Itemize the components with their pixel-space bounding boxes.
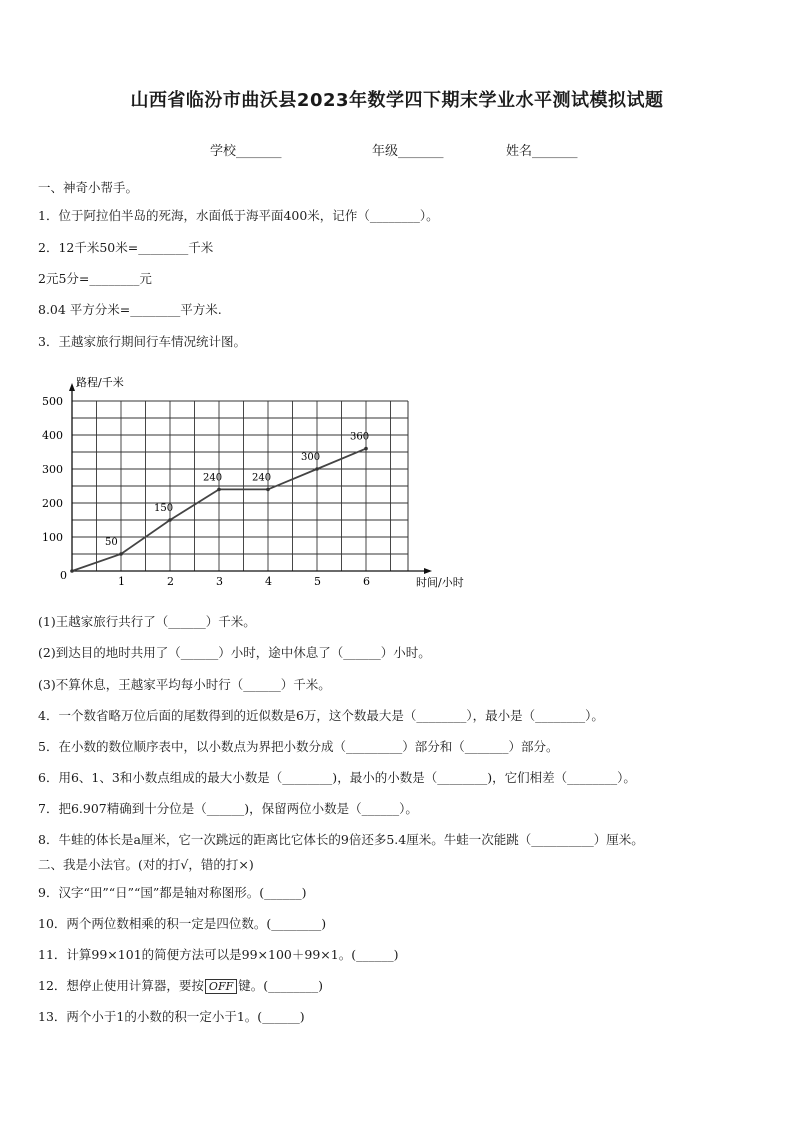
question-9: 9．汉字“田”“日”“国”都是轴对称图形。(______) [38, 885, 307, 900]
off-key-icon: OFF [205, 979, 237, 994]
data-label: 50 [105, 537, 118, 548]
y-tick-label: 200 [42, 497, 63, 510]
x-axis-arrow-icon [424, 568, 432, 574]
data-label: 240 [203, 472, 223, 484]
question-3-3: (3)不算休息，王越家平均每小时行（______）千米。 [38, 677, 331, 692]
question-3: 3．王越家旅行期间行车情况统计图。 [38, 334, 246, 349]
y-axis-label: 路程/千米 [76, 376, 124, 389]
x-tick-label: 4 [265, 575, 272, 588]
data-label: 360 [350, 431, 370, 443]
question-11: 11．计算99×101的简便方法可以是99×100＋99×1。(______) [38, 947, 399, 962]
data-point [70, 569, 74, 573]
y-axis-arrow-icon [69, 383, 75, 391]
question-3-2: (2)到达目的地时共用了（______）小时，途中休息了（______）小时。 [38, 645, 431, 660]
data-label: 150 [154, 503, 174, 514]
question-12-prefix: 12．想停止使用计算器，要按 [38, 978, 204, 993]
question-2a: 2．12千米50米=________千米 [38, 240, 214, 255]
y-tick-label: 300 [42, 463, 63, 476]
question-5: 5．在小数的数位顺序表中，以小数点为界把小数分成（_________）部分和（_______）部分。 [38, 739, 559, 754]
x-tick-label: 1 [118, 575, 125, 588]
data-label: 240 [252, 472, 272, 484]
question-10: 10．两个两位数相乘的积一定是四位数。(________) [38, 916, 327, 931]
section2-heading: 二、我是小法官。(对的打√，错的打×) [38, 857, 254, 872]
x-axis-label: 时间/小时 [416, 576, 464, 589]
origin-label: 0 [60, 569, 67, 582]
question-8: 8．牛蛙的体长是a厘米，它一次跳远的距离比它体长的9倍还多5.4厘米。牛蛙一次能跳（__________）厘米。 [38, 832, 644, 847]
data-point [119, 552, 123, 556]
x-tick-label: 2 [167, 575, 174, 588]
y-tick-label: 100 [42, 531, 63, 544]
chart-grid [72, 401, 408, 571]
name-field[interactable]: 姓名_______ [506, 144, 578, 159]
data-point [217, 488, 221, 492]
y-tick-label: 400 [42, 429, 63, 442]
x-tick-label: 3 [216, 575, 223, 588]
data-point [168, 518, 172, 522]
question-7: 7．把6.907精确到十分位是（______)，保留两位小数是（______）。 [38, 801, 418, 816]
question-3-1: (1)王越家旅行共行了（______）千米。 [38, 614, 256, 629]
question-1: 1．位于阿拉伯半岛的死海，水面低于海平面400米，记作（________）。 [38, 208, 439, 223]
chart-ticks [42, 395, 370, 588]
grade-field[interactable]: 年级_______ [372, 144, 444, 159]
question-12-suffix: 键。(________) [238, 978, 323, 993]
question-4: 4．一个数省略万位后面的尾数得到的近似数是6万，这个数最大是（________），最小是（________）。 [38, 708, 604, 723]
travel-line-chart [34, 370, 474, 592]
data-point [364, 447, 368, 451]
question-2b: 2元5分=________元 [38, 271, 152, 286]
chart-axes [69, 383, 432, 574]
x-tick-label: 6 [363, 575, 370, 588]
question-13: 13．两个小于1的小数的积一定小于1。(______) [38, 1009, 305, 1024]
x-tick-label: 5 [314, 575, 321, 588]
data-label: 300 [301, 452, 321, 463]
page-title: 山西省临汾市曲沃县2023年数学四下期末学业水平测试模拟试题 [130, 90, 664, 111]
section1-heading: 一、神奇小帮手。 [38, 180, 139, 195]
question-12 [38, 978, 323, 994]
data-point [266, 488, 270, 492]
y-tick-label: 500 [42, 395, 63, 408]
data-point [315, 467, 319, 471]
question-2c: 8.04 平方分米=________平方米. [38, 302, 222, 317]
question-6: 6．用6、1、3和小数点组成的最大小数是（________)，最小的小数是（________)，它们相差（________）。 [38, 770, 636, 785]
school-field[interactable]: 学校_______ [210, 144, 282, 159]
